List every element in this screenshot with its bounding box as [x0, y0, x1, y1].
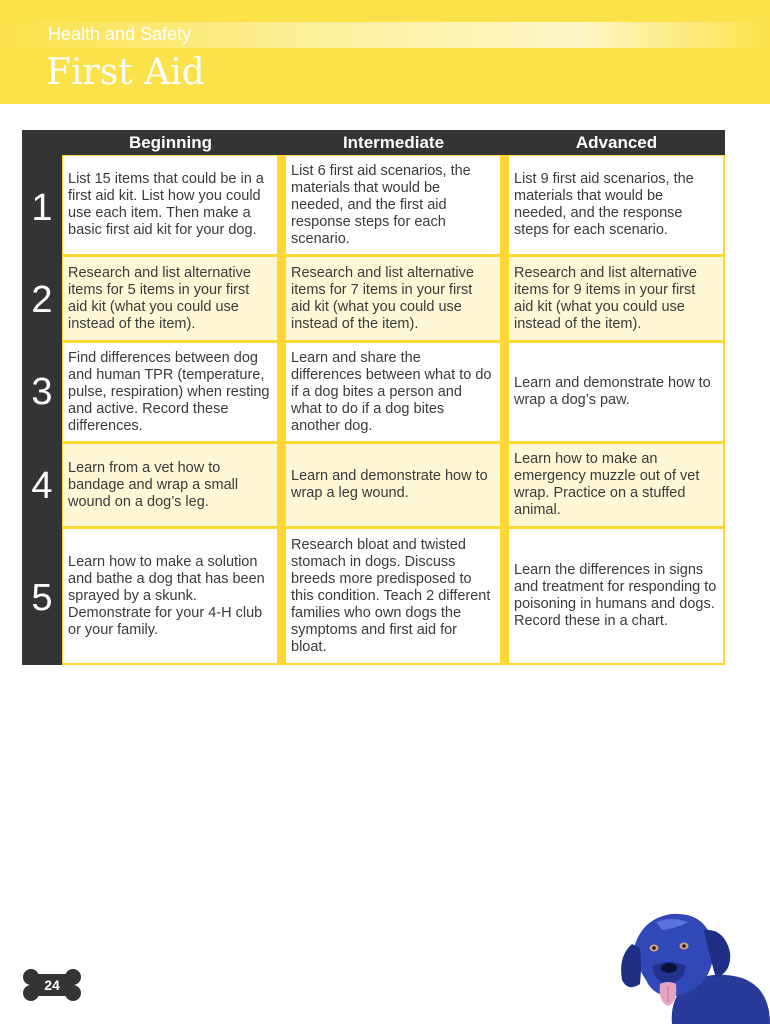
table-cell: Research bloat and twisted stomach in dogs. Discuss breeds more predisposed to this condition. Teach 2 different families who own dogs the symptoms and first aid for bloat.	[286, 529, 500, 663]
level-number: 5	[31, 577, 53, 619]
dog-photo	[612, 908, 770, 1024]
table-cell: Learn and demonstrate how to wrap a leg wound.	[286, 444, 500, 526]
table-cell: Find differences between dog and human TPR (temperature, pulse, respiration) when resting and active. Record these differences.	[63, 343, 277, 441]
section-band	[0, 22, 770, 48]
table-cell: Learn from a vet how to bandage and wrap a small wound on a dog’s leg.	[63, 444, 277, 526]
page-title: First Aid	[46, 52, 205, 93]
table-cell: List 9 first aid scenarios, the materials that would be needed, and the response steps for each scenario.	[509, 156, 723, 254]
level-number: 1	[31, 187, 53, 229]
level-number: 4	[31, 465, 53, 507]
table-cell: Research and list alternative items for 9 items in your first aid kit (what you could use instead of the item).	[509, 257, 723, 340]
table-cell: Learn the differences in signs and treatment for responding to poisoning in humans and dogs. Record these in a chart.	[509, 529, 723, 663]
activity-table	[22, 130, 725, 665]
table-header	[22, 130, 725, 155]
table-cell: Learn how to make an emergency muzzle out of vet wrap. Practice on a stuffed animal.	[509, 444, 723, 526]
column-header-beginning: Beginning	[128, 133, 213, 152]
column-header-intermediate: Intermediate	[342, 133, 445, 152]
title-band	[0, 48, 770, 104]
section-label: Health and Safety	[48, 24, 192, 44]
level-number: 3	[31, 371, 53, 413]
header-top-band	[0, 0, 770, 22]
table-cell: Learn and demonstrate how to wrap a dog’s paw.	[509, 343, 723, 441]
table-cell: List 15 items that could be in a first aid kit. List how you could use each item. Then make a basic first aid kit for your dog.	[63, 156, 277, 254]
table-cell: Research and list alternative items for 7 items in your first aid kit (what you could use instead of the item).	[286, 257, 500, 340]
column-header-advanced: Advanced	[575, 133, 658, 152]
page-number: 24	[44, 977, 60, 993]
table-cell: List 6 first aid scenarios, the materials that would be needed, and the first aid response steps for each scenario.	[286, 156, 500, 254]
level-number: 2	[31, 279, 53, 321]
table-cell: Research and list alternative items for 5 items in your first aid kit (what you could use instead of the item).	[63, 257, 277, 340]
table-cell: Learn and share the differences between what to do if a dog bites a person and what to do if a dog bites another dog.	[286, 343, 500, 441]
table-cell: Learn how to make a solution and bathe a dog that has been sprayed by a skunk. Demonstrate for your 4-H club or your family.	[63, 529, 277, 663]
